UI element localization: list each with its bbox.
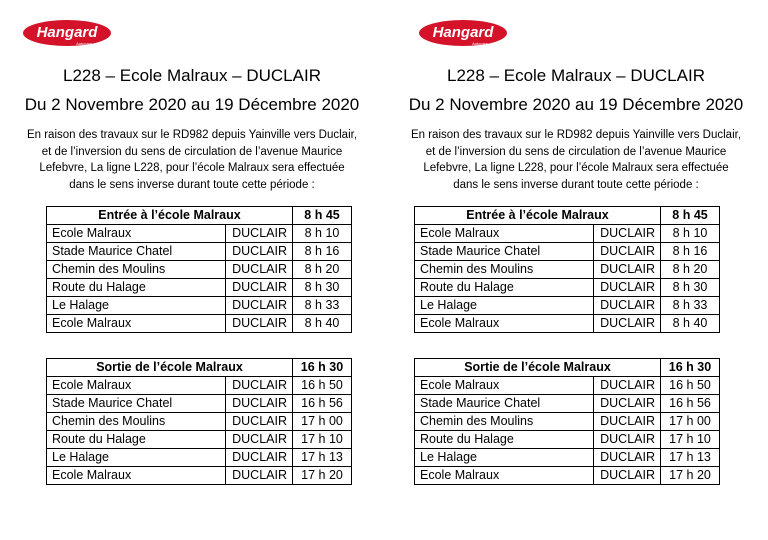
stop-name: Stade Maurice Chatel [415, 243, 594, 261]
schedule-header-time: 16 h 30 [293, 359, 352, 377]
schedule-header: Sortie de l’école Malraux [47, 359, 293, 377]
table-row [47, 395, 352, 413]
town-name: DUCLAIR [594, 413, 661, 431]
town-name: DUCLAIR [226, 243, 293, 261]
logo-tagline: Autocars [76, 41, 92, 46]
table-row [415, 225, 720, 243]
stop-name: Ecole Malraux [415, 377, 594, 395]
page-title: L228 – Ecole Malraux – DUCLAIR [63, 66, 321, 85]
stop-name: Stade Maurice Chatel [47, 243, 226, 261]
notice-line: En raison des travaux sur le RD982 depuis Yainville vers Duclair, [410, 129, 742, 141]
town-name: DUCLAIR [594, 243, 661, 261]
table-row [415, 449, 720, 467]
town-name: DUCLAIR [594, 279, 661, 297]
notice-text [20, 127, 364, 193]
schedule-header-time: 8 h 45 [661, 207, 720, 225]
stop-name: Chemin des Moulins [415, 413, 594, 431]
town-name: DUCLAIR [594, 261, 661, 279]
stop-time: 8 h 30 [293, 279, 352, 297]
stop-time: 17 h 20 [293, 467, 352, 485]
stop-time: 17 h 13 [293, 449, 352, 467]
stop-name: Ecole Malraux [47, 225, 226, 243]
table-row [415, 243, 720, 261]
stop-time: 16 h 50 [661, 377, 720, 395]
page-title: L228 – Ecole Malraux – DUCLAIR [447, 66, 705, 85]
stop-name: Ecole Malraux [415, 225, 594, 243]
stop-time: 17 h 00 [293, 413, 352, 431]
town-name: DUCLAIR [594, 449, 661, 467]
notice-line: Lefebvre, La ligne L228, pour l’école Malraux sera effectuée [423, 162, 729, 174]
notice-line: et de l’inversion du sens de circulation de l’avenue Maurice [425, 145, 727, 158]
logo-tagline: Autocars [472, 41, 488, 46]
stop-time: 17 h 13 [661, 449, 720, 467]
town-name: DUCLAIR [226, 279, 293, 297]
stop-name: Stade Maurice Chatel [415, 395, 594, 413]
table-row [415, 297, 720, 315]
schedule-header: Entrée à l’école Malraux [47, 207, 293, 225]
stop-name: Route du Halage [47, 431, 226, 449]
morning-schedule-table [414, 206, 720, 333]
afternoon-schedule-table [414, 358, 720, 485]
stop-time: 8 h 40 [661, 315, 720, 333]
stop-name: Stade Maurice Chatel [47, 395, 226, 413]
town-name: DUCLAIR [226, 377, 293, 395]
stop-time: 17 h 10 [293, 431, 352, 449]
notice-line: En raison des travaux sur le RD982 depuis Yainville vers Duclair, [26, 129, 358, 141]
town-name: DUCLAIR [594, 467, 661, 485]
stop-time: 16 h 56 [293, 395, 352, 413]
stop-time: 8 h 20 [293, 261, 352, 279]
stop-name: Ecole Malraux [415, 467, 594, 485]
table-row [415, 315, 720, 333]
town-name: DUCLAIR [594, 431, 661, 449]
stop-time: 17 h 00 [661, 413, 720, 431]
notice-line: dans le sens inverse durant toute cette période : [453, 178, 699, 191]
town-name: DUCLAIR [226, 261, 293, 279]
table-row [47, 449, 352, 467]
table-row [415, 431, 720, 449]
stop-name: Ecole Malraux [415, 315, 594, 333]
table-row [47, 377, 352, 395]
table-row [47, 243, 352, 261]
stop-time: 8 h 16 [293, 243, 352, 261]
schedule-header: Sortie de l’école Malraux [415, 359, 661, 377]
stop-name: Le Halage [47, 449, 226, 467]
table-header [47, 359, 352, 377]
logo-text: Hangard [36, 24, 98, 41]
table-row [415, 413, 720, 431]
stop-time: 8 h 10 [293, 225, 352, 243]
stop-name: Route du Halage [415, 279, 594, 297]
table-row [47, 297, 352, 315]
table-row [415, 261, 720, 279]
stop-time: 8 h 33 [661, 297, 720, 315]
stop-time: 8 h 33 [293, 297, 352, 315]
town-name: DUCLAIR [226, 225, 293, 243]
stop-name: Chemin des Moulins [415, 261, 594, 279]
hangard-logo [418, 18, 508, 48]
table-header [415, 359, 720, 377]
table-row [415, 279, 720, 297]
table-row [47, 413, 352, 431]
stop-time: 8 h 10 [661, 225, 720, 243]
stop-name: Chemin des Moulins [47, 413, 226, 431]
schedule-header-time: 16 h 30 [661, 359, 720, 377]
notice-line: et de l’inversion du sens de circulation de l’avenue Maurice [41, 145, 343, 158]
stop-time: 8 h 30 [661, 279, 720, 297]
stop-time: 16 h 50 [293, 377, 352, 395]
table-row [47, 225, 352, 243]
notice-text [404, 127, 748, 193]
stop-time: 17 h 10 [661, 431, 720, 449]
town-name: DUCLAIR [226, 395, 293, 413]
stop-name: Ecole Malraux [47, 467, 226, 485]
town-name: DUCLAIR [226, 431, 293, 449]
town-name: DUCLAIR [594, 225, 661, 243]
table-header [47, 207, 352, 225]
table-row [47, 261, 352, 279]
stop-name: Ecole Malraux [47, 315, 226, 333]
town-name: DUCLAIR [226, 449, 293, 467]
table-row [415, 467, 720, 485]
schedule-header-time: 8 h 45 [293, 207, 352, 225]
stop-name: Le Halage [415, 297, 594, 315]
table-header [415, 207, 720, 225]
stop-name: Route du Halage [415, 431, 594, 449]
date-range: Du 2 Novembre 2020 au 19 Décembre 2020 [408, 95, 744, 114]
town-name: DUCLAIR [594, 377, 661, 395]
notice-line: Lefebvre, La ligne L228, pour l’école Malraux sera effectuée [39, 162, 345, 174]
table-row [415, 377, 720, 395]
table-row [47, 279, 352, 297]
stop-time: 8 h 20 [661, 261, 720, 279]
town-name: DUCLAIR [594, 315, 661, 333]
town-name: DUCLAIR [226, 297, 293, 315]
stop-name: Chemin des Moulins [47, 261, 226, 279]
notice-right [384, 0, 768, 540]
hangard-logo [22, 18, 112, 48]
stop-time: 8 h 40 [293, 315, 352, 333]
town-name: DUCLAIR [226, 467, 293, 485]
table-row [415, 395, 720, 413]
town-name: DUCLAIR [226, 315, 293, 333]
town-name: DUCLAIR [594, 395, 661, 413]
stop-time: 16 h 56 [661, 395, 720, 413]
notice-line: dans le sens inverse durant toute cette période : [69, 178, 315, 191]
afternoon-schedule-table [46, 358, 352, 485]
stop-time: 17 h 20 [661, 467, 720, 485]
date-range: Du 2 Novembre 2020 au 19 Décembre 2020 [24, 95, 360, 114]
town-name: DUCLAIR [594, 297, 661, 315]
stop-name: Le Halage [415, 449, 594, 467]
town-name: DUCLAIR [226, 413, 293, 431]
logo-text: Hangard [432, 24, 494, 41]
stop-time: 8 h 16 [661, 243, 720, 261]
stop-name: Ecole Malraux [47, 377, 226, 395]
table-row [47, 315, 352, 333]
stop-name: Route du Halage [47, 279, 226, 297]
morning-schedule-table [46, 206, 352, 333]
stop-name: Le Halage [47, 297, 226, 315]
table-row [47, 431, 352, 449]
schedule-header: Entrée à l’école Malraux [415, 207, 661, 225]
table-row [47, 467, 352, 485]
